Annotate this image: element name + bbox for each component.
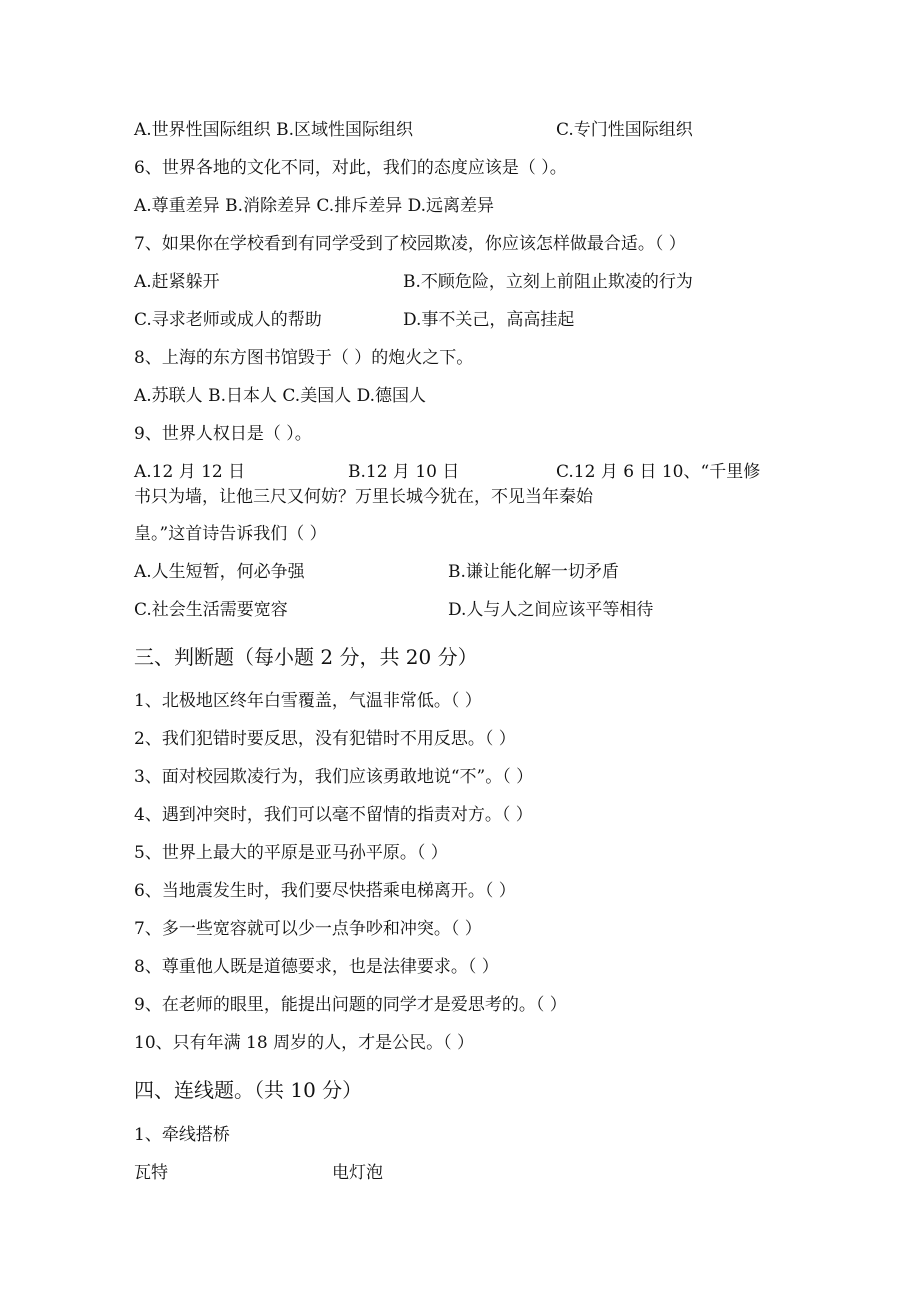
match-left-item: 瓦特 <box>134 1163 168 1183</box>
q9-stem: 9、世界人权日是（ ）。 <box>134 424 312 444</box>
q10-stem-line2: 书只为墙，让他三尺又何妨？万里长城今犹在，不见当年秦始 <box>134 487 593 507</box>
match-right-item: 电灯泡 <box>332 1163 383 1183</box>
section3-item-9: 9、在老师的眼里，能提出问题的同学才是爱思考的。（ ） <box>134 995 567 1015</box>
q7-option-b: B.不顾危险，立刻上前阻止欺凌的行为 <box>403 272 693 292</box>
q5-options-ab: A.世界性国际组织 B.区域性国际组织 <box>134 120 413 140</box>
q7-stem: 7、如果你在学校看到有同学受到了校园欺凌，你应该怎样做最合适。（ ） <box>134 234 686 254</box>
q10-option-a: A.人生短暂，何必争强 <box>134 562 305 582</box>
section3-item-10: 10、只有年满 18 周岁的人，才是公民。（ ） <box>134 1033 474 1053</box>
q9-option-b: B.12 月 10 日 <box>348 462 460 482</box>
q6-stem: 6、世界各地的文化不同，对此，我们的态度应该是（ ）。 <box>134 158 567 178</box>
section3-item-5: 5、世界上最大的平原是亚马孙平原。（ ） <box>134 843 448 863</box>
q8-stem: 8、上海的东方图书馆毁于（ ）的炮火之下。 <box>134 348 474 368</box>
q7-option-c: C.寻求老师或成人的帮助 <box>134 310 322 330</box>
q6-options: A.尊重差异 B.消除差异 C.排斥差异 D.远离差异 <box>134 196 495 216</box>
q7-option-d: D.事不关己，高高挂起 <box>403 310 575 330</box>
section3-item-1: 1、北极地区终年白雪覆盖，气温非常低。（ ） <box>134 691 482 711</box>
q8-options: A.苏联人 B.日本人 C.美国人 D.德国人 <box>134 386 427 406</box>
section3-item-2: 2、我们犯错时要反思，没有犯错时不用反思。（ ） <box>134 729 516 749</box>
section3-item-6: 6、当地震发生时，我们要尽快搭乘电梯离开。（ ） <box>134 881 516 901</box>
q5-option-c: C.专门性国际组织 <box>556 120 693 140</box>
section3-title: 三、判断题（每小题 2 分，共 20 分） <box>134 645 478 669</box>
q10-option-d: D.人与人之间应该平等相待 <box>448 600 654 620</box>
section3-item-8: 8、尊重他人既是道德要求，也是法律要求。（ ） <box>134 957 499 977</box>
q10-option-b: B.谦让能化解一切矛盾 <box>448 562 619 582</box>
section3-item-4: 4、遇到冲突时，我们可以毫不留情的指责对方。（ ） <box>134 805 533 825</box>
section4-sub1: 1、牵线搭桥 <box>134 1125 230 1145</box>
q10-stem-line3: 皇。”这首诗告诉我们（ ） <box>134 524 327 544</box>
q10-option-c: C.社会生活需要宽容 <box>134 600 288 620</box>
section3-item-3: 3、面对校园欺凌行为，我们应该勇敢地说“不”。（ ） <box>134 767 534 787</box>
section3-item-7: 7、多一些宽容就可以少一点争吵和冲突。（ ） <box>134 919 482 939</box>
section4-title: 四、连线题。（共 10 分） <box>134 1078 363 1102</box>
q9-option-c-and-q10-start: C.12 月 6 日 10、“千里修 <box>556 462 761 482</box>
q7-option-a: A.赶紧躲开 <box>134 272 220 292</box>
q9-option-a: A.12 月 12 日 <box>134 462 246 482</box>
